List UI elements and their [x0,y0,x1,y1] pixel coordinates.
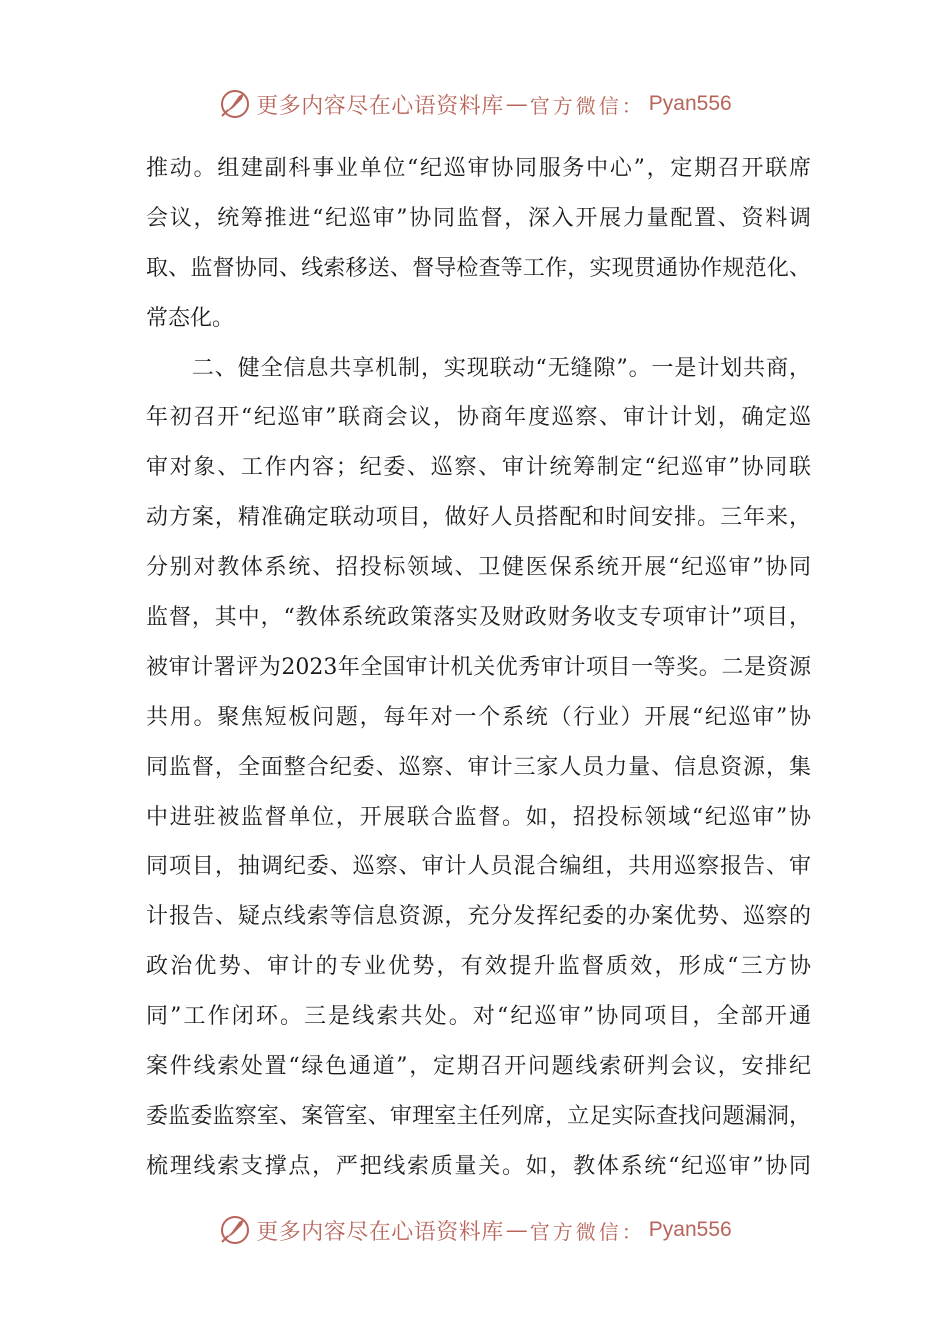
footer-wechat-id: Pyan556 [648,1218,732,1241]
pen-logo-icon [218,87,252,121]
body-line: 共用。聚焦短板问题，每年对一个系统（行业）开展“纪巡审”协 [146,704,811,730]
header-wechat-label: 官方微信： [529,93,645,118]
body-line: 审对象、工作内容；纪委、巡察、审计统筹制定“纪巡审”协同联 [146,455,811,481]
body-line: 取、监督协同、线索移送、督导检查等工作，实现贯通协作规范化、 [146,255,811,281]
body-line: 动方案，精准确定联动项目，做好人员搭配和时间安排。三年来， [146,505,811,531]
body-line: 同”工作闭环。三是线索共处。对“纪巡审”协同项目，全部开通 [146,1004,811,1030]
header-wechat-id: Pyan556 [648,92,732,115]
body-line: 同监督，全面整合纪委、巡察、审计三家人员力量、信息资源，集 [146,754,811,780]
footer-dash: — [505,1217,528,1243]
body-line: 案件线索处置“绿色通道”，定期召开问题线索研判会议，安排纪 [146,1054,811,1080]
body-line: 推动。组建副科事业单位“纪巡审协同服务中心”，定期召开联席 [146,156,811,181]
header-brand: 更多内容尽在心语资料库 [256,93,504,119]
header-dash: — [505,91,528,117]
body-line: 计报告、疑点线索等信息资源，充分发挥纪委的办案优势、巡察的 [146,904,811,930]
body-line: 委监委监察室、案管室、审理室主任列席，立足实际查找问题漏洞， [146,1103,811,1129]
footer-wechat-label: 官方微信： [529,1219,645,1244]
body-line: 常态化。 [146,305,235,331]
body-line: 政治优势、审计的专业优势，有效提升监督质效，形成“三方协 [146,954,811,980]
body-line: 被审计署评为2023年全国审计机关优秀审计项目一等奖。二是资源 [146,654,811,680]
body-line: 梳理线索支撑点，严把线索质量关。如，教体系统“纪巡审”协同 [146,1153,811,1179]
body-line: 分别对教体系统、招投标领域、卫健医保系统开展“纪巡审”协同 [146,555,811,581]
footer-watermark [0,1210,950,1250]
body-line: 年初召开“纪巡审”联商会议，协商年度巡察、审计计划，确定巡 [146,405,811,431]
pen-logo-icon [218,1213,252,1247]
body-line: 会议，统筹推进“纪巡审”协同监督，深入开展力量配置、资料调 [146,205,811,231]
body-line: 中进驻被监督单位，开展联合监督。如，招投标领域“纪巡审”协 [146,804,811,830]
header-watermark [0,84,950,124]
body-line: 同项目，抽调纪委、巡察、审计人员混合编组，共用巡察报告、审 [146,854,811,880]
footer-brand: 更多内容尽在心语资料库 [256,1219,504,1245]
body-line: 监督，其中，“教体系统政策落实及财政财务收支专项审计”项目， [146,605,811,631]
body-line: 二、健全信息共享机制，实现联动“无缝隙”。一是计划共商， [146,355,811,381]
document-body [146,144,811,1192]
